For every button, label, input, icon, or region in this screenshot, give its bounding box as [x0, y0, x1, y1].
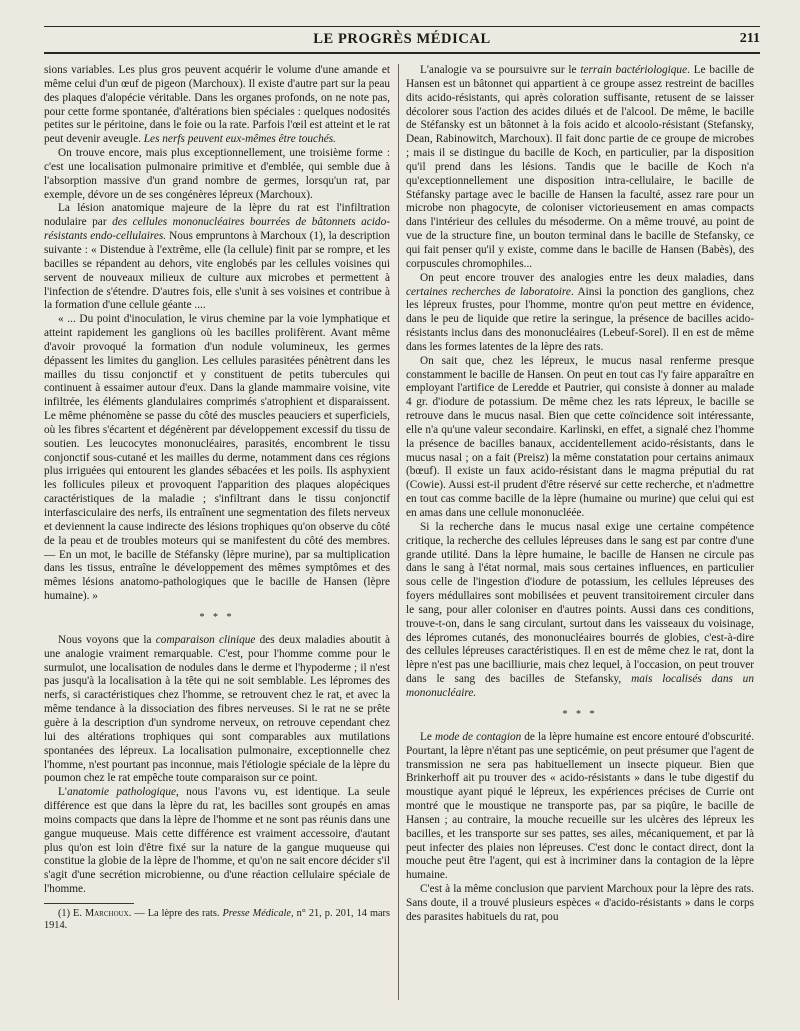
column-divider	[398, 64, 399, 1000]
paragraph: On trouve encore, mais plus exceptionnellement, une troisième forme : c'est une localisation pulmonaire primitive et d'emblée, qui semble due à l'absorption massive d'un grand nombre de germes, lorsqu'un rat, par exemple, dévore un de ses congénères lépreux (Marchoux).	[44, 147, 390, 201]
paragraph: On sait que, chez les lépreux, le mucus nasal renferme presque constamment le bacille de Hansen. On peut en tout cas l'y faire apparaître en employant l'artifice de Leredde et Pautrier, qui consiste à donner au malade 4 gr. d'iodure de potassium. De même chez les rats lépreux, le bacille se retrouve dans le mucus nasal. Bien que cette coïncidence soit intéressante, elle n'a qu'une valeur secondaire. Karlinski, en effet, a signalé chez l'homme la présence de bacilles banaux, accidentellement acido-résistants, dans le mucus nasal ; on a fait (Preisz) la même constatation pour certains animaux (bœuf). Il existe un faux acido-résistant dans le magma préputial du rat (Cowie). Aussi est-il prudent d'être réservé sur cette recherche, et n'admettre en tout cas comme bacille de la lèpre (humaine ou murine) que celui qui est en amas dans une cellule mononucléée.	[406, 354, 754, 519]
section-separator: * * *	[562, 708, 598, 720]
paragraph: On peut encore trouver des analogies entre les deux maladies, dans certaines recherches de laboratoire. Ainsi la ponction des ganglions, chez les lépreux frustes, pour l'homme, montre qu'on peut mettre en évidence, dans le peu de liquide que retire la seringue, la présence de bacilles acido-résistants inclus dans des mononucléaires (Lebeuf-Sorel). Il en est de même dans les formes latentes de la lèpre des rats.	[406, 271, 754, 353]
paragraph: Si la recherche dans le mucus nasal exige une certaine compétence critique, la recherche des cellules lépreuses dans le sang est par contre d'une grande utilité. Dans la lèpre humaine, le bacille de Hansen ne circule pas dans le sang à l'état normal, mais sous certaines influences, en particulier sous celle de l'ingestion d'iodure de potassium, les cellules lépreuses des foyers médullaires sont mobilisées et peuvent transitoirement circuler dans le sang, pour aller coloniser en d'autres points. Aussi dans ces conditions, trouve-t-on, dans le sang circulant, surtout dans les vaisseaux du voisinage, des lépromes cutanés, des mononucléaires bourrés de globies, c'est-à-dire des cellules lépreuses caractéristiques. Il en est de même chez le rat, dont la lèpre n'est pas une bacilliurie, mais chez lequel, à l'occasion, on peut trouver dans le sang des bacilles de Stefansky, mais localisés dans un mononucléaire.	[406, 520, 754, 699]
paragraph: Le mode de contagion de la lèpre humaine est encore entouré d'obscurité. Pourtant, la lèpre n'étant pas une septicémie, on peut présumer que l'agent de transmission ne sera pas habituellement un insecte piqueur. Bien que Brinkerhoff ait pu trouver des « acido-résistants » dans le tube digestif du moustique ayant piqué le lépreux, les expériences précises de Currie ont montré que le moustique ne transporte pas, par sa piqûre, le bacille de Hansen ; au contraire, la mouche recueille sur les ulcères des lépreux les bacilles, et les transporte sur ses pattes, ses ailes, mécaniquement, et par là peut infecter des plaies non lépreuses. C'est donc le contact direct, dont la mouche peut être l'agent, qui est à incriminer dans la contagion de la lèpre humaine.	[406, 730, 755, 882]
paragraph: Nous voyons que la comparaison clinique des deux maladies aboutit à une analogie vraiment remarquable. C'est, pour l'homme comme pour le surmulot, une localisation de nodules dans le derme et l'hypoderme ; il n'est pas jusqu'à la localisation à la tête qui ne soit semblable. Les lépromes des nerfs, si caractéristiques chez l'homme, se retrouvent chez le rat, et avec la même tendance à la dissociation des fibres nerveuses. Si le rat ne se prête guère à la description d'un syndrome nerveux, on retrouve cependant chez lui des altérations trophiques qui sont comparables aux mutilations spontanées des lépreux. La localisation pulmonaire, exceptionnelle chez l'homme, n'est pourtant pas inconnue, mais l'étiologie spéciale de la lèpre du poumon chez le rat empêche toute comparaison sur ce point.	[44, 633, 390, 785]
right-column	[406, 64, 754, 925]
paragraph: « ... Du point d'inoculation, le virus chemine par la voie lymphatique et atteint rapidement les ganglions où les bacilles prolifèrent. Avant même d'avoir provoqué la formation d'un nodule volumineux, les germes dépassent les limites du ganglion. Les cellules parasitées pénètrent dans les mailles du tissu conjonctif et y constituent de petits tubercules qui continuent à essaimer autour d'eux. Dans la glande mammaire voisine, vite infiltrée, les éléments glandulaires comprimés s'atrophient et disparaissent. Le même phénomène se passe du côté des muscles peauciers et superficiels, où les fibres s'écartent et dégénèrent par développement excessif du tissu de soutien. Les leucocytes mononucléaires, parasités, encombrent le tissu conjonctif sous-cutané et les mailles du derme, notamment dans ces régions plus irriguées qui entourent les glandes sébacées et les poils. Ils asphyxient les follicules pileux et provoquent l'apparition des plaques alopéciques caractéristiques de la maladie ; s'infiltrant dans le tissu conjonctif interfasciculaire des nerfs, ils entraînent une segmentation des filets nerveux et deviennent la cause indirecte des lésions trophiques qu'on observe du côté de la peau et de troubles moteurs qui se manifestent du côté des membres. — En un mot, le bacille de Stéfansky (lèpre murine), par sa multiplication dans les tissus, entraîne le développement des mêmes symptômes et des mêmes lésions anatomo-pathologiques que le bacille de Hansen (lèpre humaine). »	[44, 313, 390, 603]
page-header	[44, 26, 760, 56]
section-separator: * * *	[199, 611, 235, 623]
running-title: LE PROGRÈS MÉDICAL	[313, 31, 491, 47]
paragraph: L'anatomie pathologique, nous l'avons vu, est identique. La seule différence est que dans la lèpre du rat, les bacilles sont groupés en amas moins compacts que dans la lèpre de l'homme et ne sont pas réunis dans une gangue muqueuse. Mais cette différence est vraiment accessoire, d'autant plus qu'on est loin d'être fixé sur la nature de la gangue muqueuse qui constitue la globie de la lèpre de l'homme, et qu'on ne sait encore décider s'il s'agit d'une secrétion microbienne, ou d'une réaction cellulaire spéciale de l'homme.	[44, 786, 390, 896]
paragraph: sions variables. Les plus gros peuvent acquérir le volume d'une amande et même celui d'un œuf de pigeon (Marchoux). Il existe d'autre part sur la peau des plaques d'alopécie véritable. Dans les organes profonds, on ne note pas, pour cette forme spontanée, d'altérations bien spéciales : quelques nodosités petites sur le péritoine, dans le foie ou la rate. Parfois l'œil est atteint et le rat peut devenir aveugle. Les nerfs peuvent eux-mêmes être touchés.	[44, 64, 390, 146]
paragraph: C'est à la même conclusion que parvient Marchoux pour la lèpre des rats. Sans doute, il a trouvé plusieurs espèces « d'acido-résistants » dans le corps des parasites habituels du rat, pou	[406, 883, 754, 923]
footnote-rule	[44, 903, 134, 904]
footnote: (1) E. Marchoux. — La lèpre des rats. Presse Médicale, n° 21, p. 201, 14 mars 1914.	[44, 907, 390, 932]
paragraph: La lésion anatomique majeure de la lèpre du rat est l'infiltration nodulaire par des cellules mononucléaires bourrées de bâtonnets acido-résistants endo-cellulaires. Nous empruntons à Marchoux (1), la description suivante : « Distendue à l'extrême, elle (la cellule) finit par se rompre, et les bacilles se répandent au dehors, vite englobés par les cellules voisines qui servent de nouveaux milieux de culture aux microbes et permettent à l'infection de s'étendre. D'autres fois, elle s'unit à ses voisines et contribue à la formation d'une cellule géante ....	[44, 202, 390, 312]
header-top-rule	[44, 26, 760, 27]
paragraph: L'analogie va se poursuivre sur le terrain bactériologique. Le bacille de Hansen est un bâtonnet qui appartient à ce groupe assez restreint de bacilles dits acido-résistants, qui après coloration suffisante, retusent de se laisser décolorer sous l'action des acides dilués et de l'alcool. De même, le bacille de Stéfansky est un bâtonnet à la fois acido et alcoolo-résistant (Stefansky, Dean, Rabinowitch, Marchoux). Il fait donc partie de ce groupe de microbes ; mais il se distingue du bacille de Koch, en particulier, par la disposition qu'il prend dans les lésions. Tandis que le bacille de Koch n'a qu'exceptionnellement une disposition intra-cellulaire, le bacille de Stéfansky partage avec le bacille de Hansen la faculté, assez rare pour un microbe non phagocyte, de coloniser victorieusement en amas compacts dans l'intérieur des cellules du mésoderme. On a même trouvé, au point de vue de la structure fine, un bouton terminal dans le bacille de Stefansky, ce qui fait penser qu'il y existe, comme dans le bacille de Hansen (Babès), des corpuscules chromophiles...	[406, 64, 755, 270]
left-column	[44, 64, 390, 933]
header-bottom-rule	[44, 52, 760, 54]
page-number: 211	[739, 31, 760, 46]
